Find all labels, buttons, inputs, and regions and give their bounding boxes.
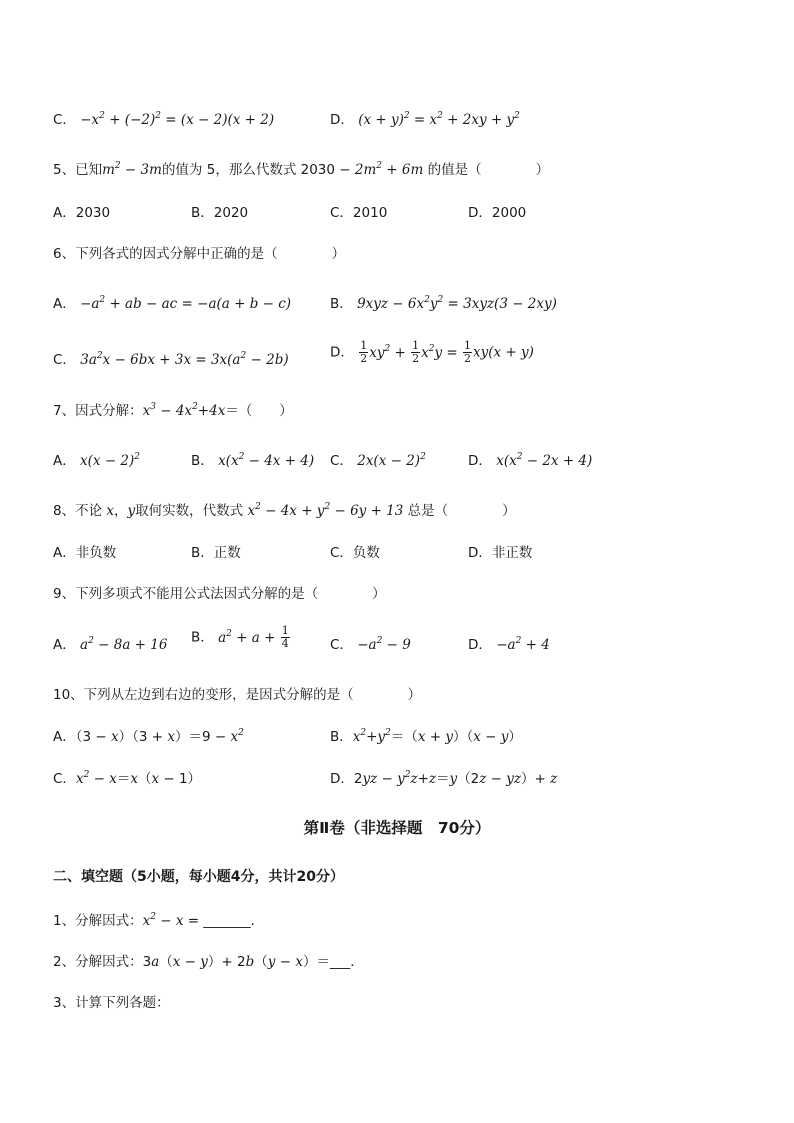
q10-option-b: B．$x^2+y^2=(x + y)(x - y)$ bbox=[330, 728, 522, 745]
fill-question-1-blank[interactable]: _______． bbox=[203, 913, 265, 929]
fill-question-2-blank[interactable]: ＝___． bbox=[316, 954, 364, 970]
q9-option-b: B． $a^2 + a$ + $\frac{1}{4}$ bbox=[191, 624, 289, 651]
q10-option-c: C．$x^2 - x=x(x - 1)$ bbox=[53, 770, 202, 787]
fill-question-2: 2、分解因式：3a（x − y）+ 2b（y − x）＝___． bbox=[53, 954, 364, 970]
q7-stem: 7、因式分解：$x^3 - 4x^2+4x=$（ ） bbox=[53, 402, 293, 419]
q10-option-d: D．$2yz - y^2z+z=y(2z - yz)+ z$ bbox=[330, 770, 558, 787]
q5-stem: 5、已知$m^2 - 3m$的值为 5，那么代数式 $2030 - 2m^2 + 6m$ 的值是（ ） bbox=[53, 161, 550, 178]
q9-stem: 9、下列多项式不能用公式法因式分解的是（ ） bbox=[53, 586, 386, 602]
q6-option-b: B． $9xyz - 6x^2y^2 = 3xyz(3 - 2xy)$ bbox=[330, 295, 557, 312]
q7-option-a: A． $x(x - 2)^2$ bbox=[53, 452, 141, 469]
q9-option-a: A． $a^2 - 8a + 16$ bbox=[53, 636, 168, 653]
q8-option-b: B．正数 bbox=[191, 545, 241, 561]
q8-stem: 8、不论 x，y取何实数，代数式 $x^2 - 4x + y^2 - 6y + 13$ 总是（ ） bbox=[53, 502, 516, 519]
q6-option-c: C． $3a^2x - 6bx + 3x = 3x(a^2 - 2b)$ bbox=[53, 351, 289, 368]
q7-option-b: B． $x(x^2 - 4x + 4)$ bbox=[191, 452, 315, 469]
q4-option-d: D． $(x + y)^2 = x^2 + 2xy + y^2$ bbox=[330, 111, 520, 128]
q8-option-d: D．非正数 bbox=[468, 545, 533, 561]
q9-option-c: C． $-a^2 - 9$ bbox=[330, 636, 411, 653]
q8-expr: $x^2 - 4x + y^2 - 6y + 13$ bbox=[247, 502, 408, 519]
q9-option-d: D． $-a^2 + 4$ bbox=[468, 636, 550, 653]
q6-option-a: A． $-a^2$ + ab − ac = −a(a + b − c) bbox=[53, 295, 292, 312]
q7-option-c: C． $2x(x - 2)^2$ bbox=[330, 452, 426, 469]
q7-option-d: D． $x(x^2 - 2x + 4)$ bbox=[468, 452, 593, 469]
q8-option-a: A．非负数 bbox=[53, 545, 117, 561]
q4-option-c-math: $-x^2 + (-2)^2 = (x - 2)(x + 2)$ bbox=[80, 111, 275, 128]
q5-expr-2: − $2m^2 + 6m$ bbox=[334, 161, 424, 178]
fill-question-3: 3、计算下列各题： bbox=[53, 995, 170, 1011]
q5-expr-1: $m^2 - 3m$ bbox=[102, 161, 162, 178]
q4-option-d-math: $(x + y)^2 = x^2 + 2xy + y^2$ bbox=[358, 111, 520, 128]
q6-option-d: D． $\frac{1}{2}$ $xy^2$ + $\frac{1}{2}$ $x^2y$ = $\frac{1}{2}$ xy(x + y) bbox=[330, 339, 534, 366]
q7-expr: $x^3 - 4x^2+4x$ bbox=[142, 402, 226, 419]
q5-option-c: C．2010 bbox=[330, 205, 388, 221]
q4-option-c: C． $-x^2 + (-2)^2 = (x - 2)(x + 2)$ bbox=[53, 111, 275, 128]
q5-option-a: A．2030 bbox=[53, 205, 111, 221]
part2-title: 第Ⅱ卷（非选择题 70分） bbox=[303, 819, 491, 837]
q8-option-c: C．负数 bbox=[330, 545, 380, 561]
q6-stem: 6、下列各式的因式分解中正确的是（ ） bbox=[53, 246, 346, 262]
q5-option-b: B．2020 bbox=[191, 205, 249, 221]
q5-option-d: D．2000 bbox=[468, 205, 527, 221]
fill-in-section-heading: 二、填空题（5小题，每小题4分，共计20分） bbox=[53, 869, 344, 885]
q10-option-a: A．$(3 - x)(3 + x)=9 - x^2$ bbox=[53, 728, 244, 745]
fill-question-1: 1、分解因式：$x^2 - x$ = _______． bbox=[53, 912, 265, 929]
q10-stem: 10、下列从左边到右边的变形，是因式分解的是（ ） bbox=[53, 687, 422, 703]
